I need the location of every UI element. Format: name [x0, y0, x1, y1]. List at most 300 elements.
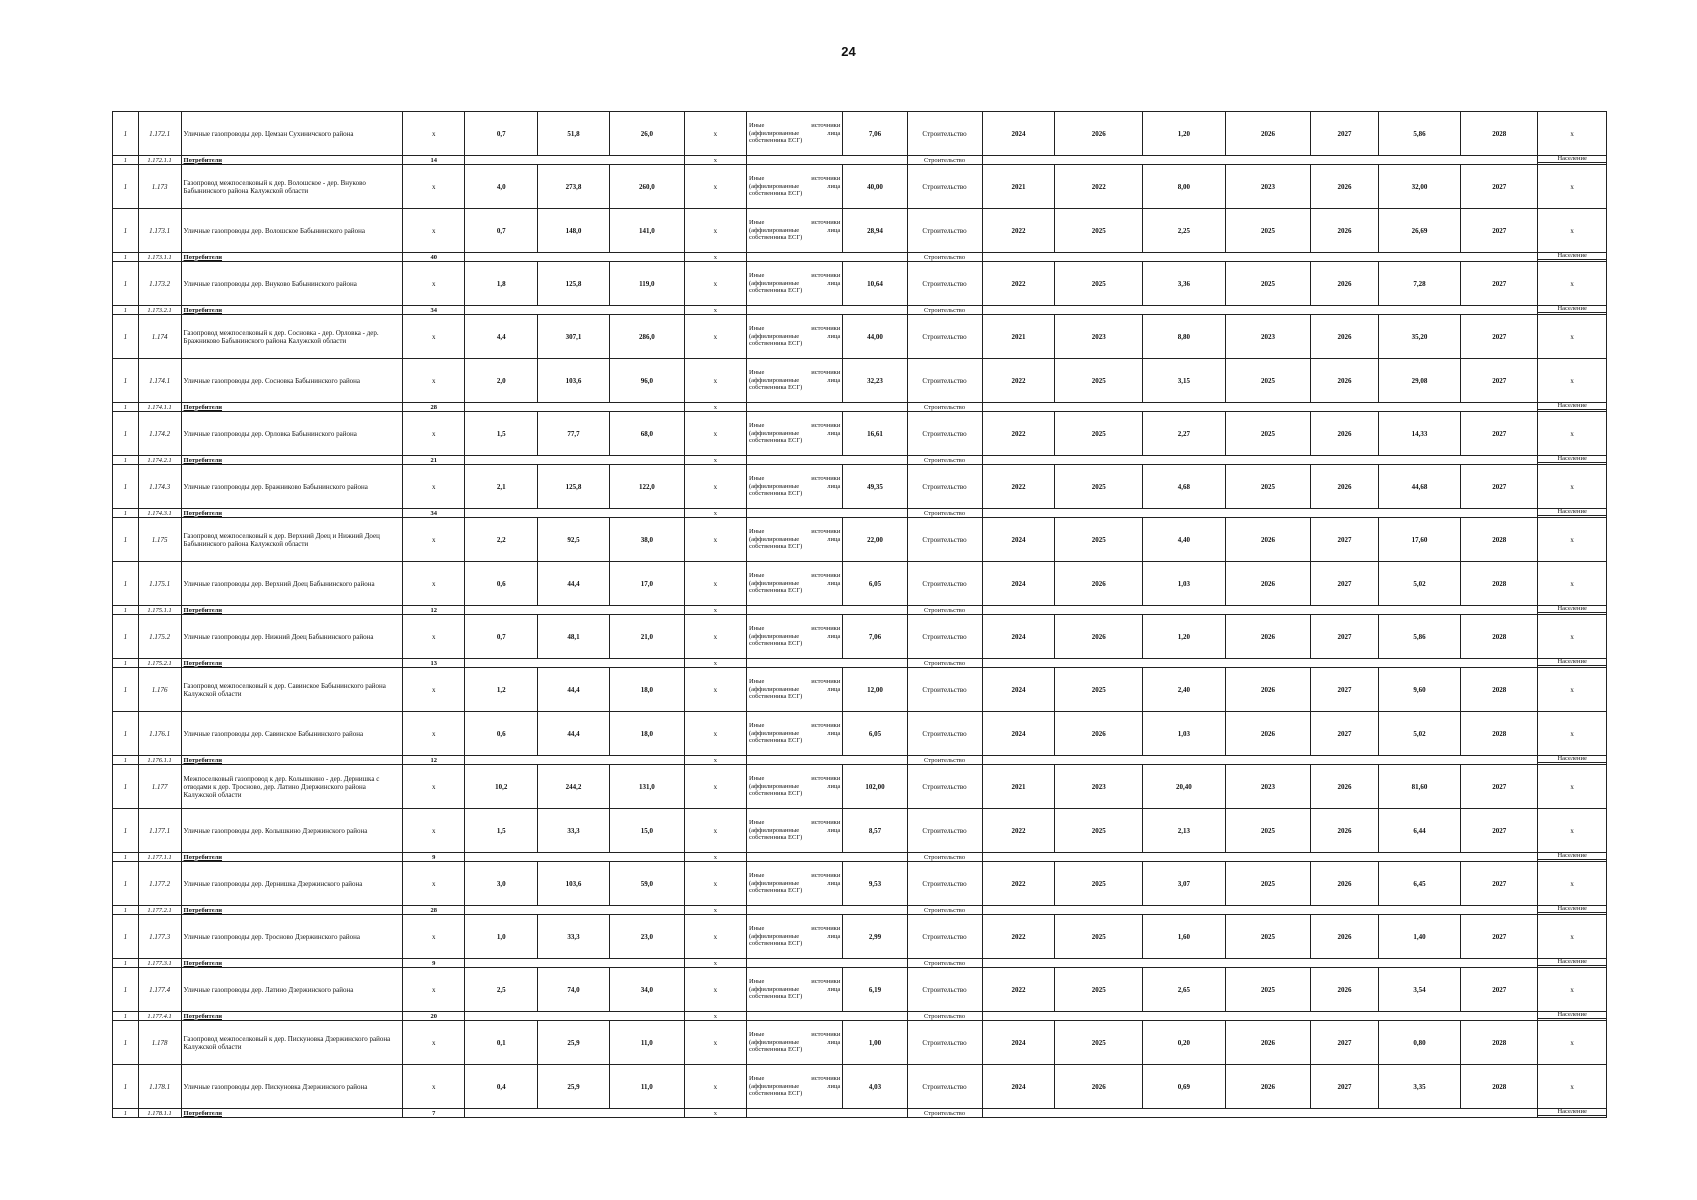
- empty-cell: [982, 253, 1538, 262]
- marker-x-cell: x: [403, 1065, 465, 1109]
- value-2-cell: 141,0: [609, 209, 684, 253]
- object-name-cell: Уличные газопроводы дер. Колышкино Дзержинского района: [181, 809, 403, 853]
- empty-cell: [746, 959, 907, 968]
- value-2-cell: 286,0: [609, 315, 684, 359]
- population-label: Население: [1538, 156, 1606, 164]
- capacity-cell: 20,40: [1143, 765, 1225, 809]
- marker-x-cell: x: [403, 1021, 465, 1065]
- year-5-cell: 2027: [1461, 765, 1538, 809]
- capacity-cell: 0,69: [1143, 1065, 1225, 1109]
- year-end-cell: 2023: [1055, 315, 1143, 359]
- year-start-cell: 2024: [982, 1021, 1055, 1065]
- row-level-cell: 1: [113, 1065, 139, 1109]
- consumers-label-cell: Потребители: [181, 306, 403, 315]
- capacity-2-cell: 6,45: [1378, 862, 1460, 906]
- year-start-cell: 2022: [982, 968, 1055, 1012]
- work-type-cell: Строительство: [907, 862, 982, 906]
- capacity-cell: 3,07: [1143, 862, 1225, 906]
- value-1-cell: 25,9: [538, 1065, 610, 1109]
- row-level-cell: 1: [113, 765, 139, 809]
- empty-cell: [746, 606, 907, 615]
- population-cell: [1538, 253, 1607, 262]
- value-2-cell: 38,0: [609, 518, 684, 562]
- capacity-2-cell: 7,28: [1378, 262, 1460, 306]
- year-5-cell: 2028: [1461, 112, 1538, 156]
- object-name-cell: Уличные газопроводы дер. Орловка Бабынинского района: [181, 412, 403, 456]
- marker-x-cell: x: [684, 465, 746, 509]
- object-name-cell: Уличные газопроводы дер. Верхний Доец Бабынинского района: [181, 562, 403, 606]
- length-km-cell: 2,0: [465, 359, 538, 403]
- length-km-cell: 4,0: [465, 165, 538, 209]
- consumer-row: [113, 156, 1607, 165]
- population-label: Население: [1538, 306, 1606, 314]
- row-number-cell: 1.176: [138, 668, 181, 712]
- empty-cell: [746, 1012, 907, 1021]
- consumer-count-cell: 28: [403, 906, 465, 915]
- length-km-cell: 0,1: [465, 1021, 538, 1065]
- table-row: [113, 518, 1607, 562]
- row-level-cell: 1: [113, 156, 139, 165]
- object-name-cell: Уличные газопроводы дер. Савинское Бабынинского района: [181, 712, 403, 756]
- length-km-cell: 0,7: [465, 615, 538, 659]
- consumer-count-cell: 9: [403, 853, 465, 862]
- population-cell: [1538, 659, 1607, 668]
- empty-cell: [746, 756, 907, 765]
- financing-source-cell: Иные источники (аффилированные лица собственника ЕСГ): [746, 359, 842, 403]
- capacity-cell: 2,27: [1143, 412, 1225, 456]
- work-type-cell: Строительство: [907, 456, 982, 465]
- marker-x-cell: x: [684, 862, 746, 906]
- row-number-cell: 1.173.2: [138, 262, 181, 306]
- value-2-cell: 260,0: [609, 165, 684, 209]
- marker-x-cell: x: [403, 518, 465, 562]
- marker-x-cell: x: [684, 712, 746, 756]
- consumer-count-cell: 21: [403, 456, 465, 465]
- cost-cell: 40,00: [843, 165, 907, 209]
- capacity-2-cell: 5,86: [1378, 615, 1460, 659]
- population-label: Население: [1538, 509, 1606, 517]
- work-type-cell: Строительство: [907, 712, 982, 756]
- financing-source-cell: Иные источники (аффилированные лица собственника ЕСГ): [746, 862, 842, 906]
- marker-x-cell: x: [684, 262, 746, 306]
- consumer-row: [113, 959, 1607, 968]
- year-4-cell: 2026: [1311, 262, 1378, 306]
- empty-cell: [982, 156, 1538, 165]
- year-5-cell: 2027: [1461, 165, 1538, 209]
- marker-x-cell: x: [1538, 765, 1607, 809]
- year-4-cell: 2027: [1311, 712, 1378, 756]
- value-2-cell: 26,0: [609, 112, 684, 156]
- population-cell: [1538, 1012, 1607, 1021]
- object-name-cell: Уличные газопроводы дер. Цемзан Сухиничского района: [181, 112, 403, 156]
- year-end-cell: 2026: [1055, 562, 1143, 606]
- consumers-label-cell: Потребители: [181, 253, 403, 262]
- value-1-cell: 307,1: [538, 315, 610, 359]
- consumers-label-cell: Потребители: [181, 659, 403, 668]
- consumers-label-cell: Потребители: [181, 156, 403, 165]
- table-row: [113, 209, 1607, 253]
- year-end-cell: 2023: [1055, 765, 1143, 809]
- value-2-cell: 131,0: [609, 765, 684, 809]
- year-3-cell: 2025: [1225, 915, 1311, 959]
- work-type-cell: Строительство: [907, 359, 982, 403]
- cost-cell: 22,00: [843, 518, 907, 562]
- consumer-row: [113, 403, 1607, 412]
- capacity-2-cell: 44,68: [1378, 465, 1460, 509]
- value-1-cell: 25,9: [538, 1021, 610, 1065]
- work-type-cell: Строительство: [907, 1065, 982, 1109]
- year-start-cell: 2022: [982, 809, 1055, 853]
- work-type-cell: Строительство: [907, 156, 982, 165]
- value-1-cell: 44,4: [538, 712, 610, 756]
- year-5-cell: 2028: [1461, 668, 1538, 712]
- year-3-cell: 2025: [1225, 209, 1311, 253]
- capacity-2-cell: 32,00: [1378, 165, 1460, 209]
- year-end-cell: 2026: [1055, 1065, 1143, 1109]
- marker-x-cell: x: [403, 712, 465, 756]
- row-number-cell: 1.172.1: [138, 112, 181, 156]
- marker-x-cell: x: [1538, 862, 1607, 906]
- year-5-cell: 2027: [1461, 465, 1538, 509]
- work-type-cell: Строительство: [907, 915, 982, 959]
- table-row: [113, 1021, 1607, 1065]
- capacity-2-cell: 3,35: [1378, 1065, 1460, 1109]
- marker-x-cell: x: [1538, 518, 1607, 562]
- marker-x-cell: x: [403, 209, 465, 253]
- year-3-cell: 2026: [1225, 712, 1311, 756]
- row-level-cell: 1: [113, 659, 139, 668]
- marker-x-cell: x: [684, 659, 746, 668]
- capacity-cell: 8,80: [1143, 315, 1225, 359]
- population-cell: [1538, 403, 1607, 412]
- financing-source-cell: Иные источники (аффилированные лица собственника ЕСГ): [746, 562, 842, 606]
- financing-source-cell: Иные источники (аффилированные лица собственника ЕСГ): [746, 315, 842, 359]
- length-km-cell: 10,2: [465, 765, 538, 809]
- marker-x-cell: x: [684, 606, 746, 615]
- consumer-count-cell: 9: [403, 959, 465, 968]
- empty-cell: [465, 659, 685, 668]
- cost-cell: 28,94: [843, 209, 907, 253]
- row-level-cell: 1: [113, 465, 139, 509]
- length-km-cell: 0,7: [465, 112, 538, 156]
- year-5-cell: 2028: [1461, 562, 1538, 606]
- empty-cell: [465, 1012, 685, 1021]
- population-cell: [1538, 906, 1607, 915]
- year-end-cell: 2026: [1055, 615, 1143, 659]
- year-3-cell: 2023: [1225, 765, 1311, 809]
- value-2-cell: 96,0: [609, 359, 684, 403]
- consumer-row: [113, 853, 1607, 862]
- length-km-cell: 2,2: [465, 518, 538, 562]
- empty-cell: [982, 906, 1538, 915]
- row-number-cell: 1.177.1: [138, 809, 181, 853]
- length-km-cell: 0,7: [465, 209, 538, 253]
- work-type-cell: Строительство: [907, 906, 982, 915]
- work-type-cell: Строительство: [907, 306, 982, 315]
- value-1-cell: 244,2: [538, 765, 610, 809]
- row-level-cell: 1: [113, 959, 139, 968]
- value-2-cell: 119,0: [609, 262, 684, 306]
- year-3-cell: 2026: [1225, 615, 1311, 659]
- year-end-cell: 2025: [1055, 668, 1143, 712]
- row-level-cell: 1: [113, 668, 139, 712]
- work-type-cell: Строительство: [907, 809, 982, 853]
- consumers-label-cell: Потребители: [181, 403, 403, 412]
- work-type-cell: Строительство: [907, 756, 982, 765]
- work-type-cell: Строительство: [907, 1012, 982, 1021]
- row-number-cell: 1.173.1.1: [138, 253, 181, 262]
- cost-cell: 2,99: [843, 915, 907, 959]
- capacity-2-cell: 9,60: [1378, 668, 1460, 712]
- capacity-cell: 2,25: [1143, 209, 1225, 253]
- capacity-2-cell: 6,44: [1378, 809, 1460, 853]
- capacity-cell: 1,60: [1143, 915, 1225, 959]
- row-level-cell: 1: [113, 262, 139, 306]
- length-km-cell: 2,1: [465, 465, 538, 509]
- population-label: Население: [1538, 403, 1606, 411]
- empty-cell: [465, 306, 685, 315]
- year-start-cell: 2021: [982, 765, 1055, 809]
- population-cell: [1538, 509, 1607, 518]
- marker-x-cell: x: [684, 306, 746, 315]
- length-km-cell: 1,5: [465, 809, 538, 853]
- financing-source-cell: Иные источники (аффилированные лица собственника ЕСГ): [746, 668, 842, 712]
- value-2-cell: 18,0: [609, 712, 684, 756]
- work-type-cell: Строительство: [907, 659, 982, 668]
- value-2-cell: 23,0: [609, 915, 684, 959]
- year-5-cell: 2027: [1461, 862, 1538, 906]
- page-number: 24: [841, 44, 856, 59]
- row-level-cell: 1: [113, 403, 139, 412]
- value-1-cell: 51,8: [538, 112, 610, 156]
- work-type-cell: Строительство: [907, 1021, 982, 1065]
- row-number-cell: 1.174.3: [138, 465, 181, 509]
- marker-x-cell: x: [403, 615, 465, 659]
- row-number-cell: 1.177.1.1: [138, 853, 181, 862]
- empty-cell: [982, 659, 1538, 668]
- population-label: Население: [1538, 606, 1606, 614]
- consumer-row: [113, 456, 1607, 465]
- empty-cell: [982, 456, 1538, 465]
- investment-table-sheet: [112, 111, 1607, 1117]
- population-label: Население: [1538, 1109, 1606, 1117]
- consumer-count-cell: 34: [403, 306, 465, 315]
- marker-x-cell: x: [1538, 165, 1607, 209]
- year-5-cell: 2028: [1461, 1065, 1538, 1109]
- value-1-cell: 33,3: [538, 915, 610, 959]
- empty-cell: [982, 853, 1538, 862]
- work-type-cell: Строительство: [907, 615, 982, 659]
- empty-cell: [746, 456, 907, 465]
- empty-cell: [746, 306, 907, 315]
- value-2-cell: 34,0: [609, 968, 684, 1012]
- consumer-count-cell: 40: [403, 253, 465, 262]
- row-level-cell: 1: [113, 862, 139, 906]
- row-number-cell: 1.177.4.1: [138, 1012, 181, 1021]
- year-4-cell: 2026: [1311, 412, 1378, 456]
- row-level-cell: 1: [113, 853, 139, 862]
- row-number-cell: 1.174.2: [138, 412, 181, 456]
- financing-source-cell: Иные источники (аффилированные лица собственника ЕСГ): [746, 112, 842, 156]
- year-4-cell: 2026: [1311, 915, 1378, 959]
- year-end-cell: 2025: [1055, 518, 1143, 562]
- marker-x-cell: x: [684, 412, 746, 456]
- table-row: [113, 809, 1607, 853]
- year-4-cell: 2026: [1311, 359, 1378, 403]
- empty-cell: [746, 509, 907, 518]
- capacity-cell: 2,40: [1143, 668, 1225, 712]
- population-cell: [1538, 853, 1607, 862]
- marker-x-cell: x: [684, 809, 746, 853]
- empty-cell: [746, 1109, 907, 1118]
- object-name-cell: Газопровод межпоселковый к дер. Волошское - дер. Внуково Бабынинского района Калужской области: [181, 165, 403, 209]
- year-4-cell: 2027: [1311, 1065, 1378, 1109]
- value-1-cell: 92,5: [538, 518, 610, 562]
- row-number-cell: 1.177.3.1: [138, 959, 181, 968]
- year-end-cell: 2025: [1055, 412, 1143, 456]
- year-end-cell: 2025: [1055, 809, 1143, 853]
- work-type-cell: Строительство: [907, 165, 982, 209]
- work-type-cell: Строительство: [907, 562, 982, 606]
- row-level-cell: 1: [113, 209, 139, 253]
- financing-source-cell: Иные источники (аффилированные лица собственника ЕСГ): [746, 262, 842, 306]
- empty-cell: [982, 403, 1538, 412]
- value-1-cell: 125,8: [538, 262, 610, 306]
- year-3-cell: 2026: [1225, 562, 1311, 606]
- work-type-cell: Строительство: [907, 112, 982, 156]
- capacity-cell: 2,13: [1143, 809, 1225, 853]
- length-km-cell: 1,5: [465, 412, 538, 456]
- marker-x-cell: x: [1538, 712, 1607, 756]
- year-5-cell: 2028: [1461, 615, 1538, 659]
- consumers-label-cell: Потребители: [181, 1012, 403, 1021]
- work-type-cell: Строительство: [907, 968, 982, 1012]
- work-type-cell: Строительство: [907, 509, 982, 518]
- year-4-cell: 2026: [1311, 809, 1378, 853]
- consumer-count-cell: 12: [403, 606, 465, 615]
- financing-source-cell: Иные источники (аффилированные лица собственника ЕСГ): [746, 412, 842, 456]
- object-name-cell: Уличные газопроводы дер. Нижний Доец Бабынинского района: [181, 615, 403, 659]
- row-number-cell: 1.173: [138, 165, 181, 209]
- capacity-2-cell: 26,69: [1378, 209, 1460, 253]
- marker-x-cell: x: [684, 209, 746, 253]
- row-level-cell: 1: [113, 165, 139, 209]
- length-km-cell: 3,0: [465, 862, 538, 906]
- row-level-cell: 1: [113, 1012, 139, 1021]
- object-name-cell: Газопровод межпоселковый к дер. Верхний Доец и Нижний Доец Бабынинского района Калужской области: [181, 518, 403, 562]
- capacity-2-cell: 35,20: [1378, 315, 1460, 359]
- table-row: [113, 615, 1607, 659]
- length-km-cell: 0,4: [465, 1065, 538, 1109]
- marker-x-cell: x: [684, 668, 746, 712]
- marker-x-cell: x: [1538, 562, 1607, 606]
- capacity-2-cell: 0,80: [1378, 1021, 1460, 1065]
- year-4-cell: 2026: [1311, 165, 1378, 209]
- consumer-row: [113, 509, 1607, 518]
- marker-x-cell: x: [1538, 412, 1607, 456]
- empty-cell: [982, 1109, 1538, 1118]
- capacity-cell: 3,36: [1143, 262, 1225, 306]
- row-number-cell: 1.174.1: [138, 359, 181, 403]
- consumer-row: [113, 659, 1607, 668]
- year-4-cell: 2027: [1311, 615, 1378, 659]
- consumer-count-cell: 20: [403, 1012, 465, 1021]
- marker-x-cell: x: [684, 1109, 746, 1118]
- financing-source-cell: Иные источники (аффилированные лица собственника ЕСГ): [746, 968, 842, 1012]
- marker-x-cell: x: [684, 765, 746, 809]
- table-row: [113, 915, 1607, 959]
- population-cell: [1538, 1109, 1607, 1118]
- year-end-cell: 2025: [1055, 1021, 1143, 1065]
- year-end-cell: 2025: [1055, 359, 1143, 403]
- row-level-cell: 1: [113, 509, 139, 518]
- year-4-cell: 2027: [1311, 112, 1378, 156]
- empty-cell: [746, 403, 907, 412]
- capacity-cell: 1,20: [1143, 615, 1225, 659]
- value-1-cell: 33,3: [538, 809, 610, 853]
- row-level-cell: 1: [113, 968, 139, 1012]
- year-5-cell: 2028: [1461, 712, 1538, 756]
- year-4-cell: 2026: [1311, 315, 1378, 359]
- empty-cell: [465, 403, 685, 412]
- empty-cell: [746, 906, 907, 915]
- empty-cell: [982, 606, 1538, 615]
- row-number-cell: 1.178.1: [138, 1065, 181, 1109]
- work-type-cell: Строительство: [907, 403, 982, 412]
- value-1-cell: 273,8: [538, 165, 610, 209]
- value-1-cell: 48,1: [538, 615, 610, 659]
- financing-source-cell: Иные источники (аффилированные лица собственника ЕСГ): [746, 915, 842, 959]
- marker-x-cell: x: [403, 315, 465, 359]
- row-number-cell: 1.176.1: [138, 712, 181, 756]
- value-1-cell: 103,6: [538, 862, 610, 906]
- empty-cell: [746, 253, 907, 262]
- work-type-cell: Строительство: [907, 412, 982, 456]
- work-type-cell: Строительство: [907, 853, 982, 862]
- object-name-cell: Уличные газопроводы дер. Дернишка Дзержинского района: [181, 862, 403, 906]
- cost-cell: 6,19: [843, 968, 907, 1012]
- marker-x-cell: x: [403, 862, 465, 906]
- year-end-cell: 2025: [1055, 915, 1143, 959]
- capacity-cell: 8,00: [1143, 165, 1225, 209]
- marker-x-cell: x: [1538, 262, 1607, 306]
- object-name-cell: Уличные газопроводы дер. Внуково Бабынинского района: [181, 262, 403, 306]
- year-end-cell: 2026: [1055, 112, 1143, 156]
- row-number-cell: 1.177.2: [138, 862, 181, 906]
- table-row: [113, 1065, 1607, 1109]
- year-3-cell: 2026: [1225, 668, 1311, 712]
- consumer-count-cell: 12: [403, 756, 465, 765]
- length-km-cell: 2,5: [465, 968, 538, 1012]
- row-number-cell: 1.174.3.1: [138, 509, 181, 518]
- capacity-2-cell: 29,08: [1378, 359, 1460, 403]
- year-3-cell: 2025: [1225, 809, 1311, 853]
- capacity-2-cell: 17,60: [1378, 518, 1460, 562]
- row-level-cell: 1: [113, 915, 139, 959]
- consumers-label-cell: Потребители: [181, 1109, 403, 1118]
- marker-x-cell: x: [403, 165, 465, 209]
- marker-x-cell: x: [1538, 1065, 1607, 1109]
- year-4-cell: 2026: [1311, 765, 1378, 809]
- table-row: [113, 668, 1607, 712]
- marker-x-cell: x: [403, 359, 465, 403]
- value-1-cell: 125,8: [538, 465, 610, 509]
- year-5-cell: 2027: [1461, 809, 1538, 853]
- year-start-cell: 2022: [982, 209, 1055, 253]
- year-start-cell: 2024: [982, 518, 1055, 562]
- population-label: Население: [1538, 906, 1606, 914]
- row-level-cell: 1: [113, 615, 139, 659]
